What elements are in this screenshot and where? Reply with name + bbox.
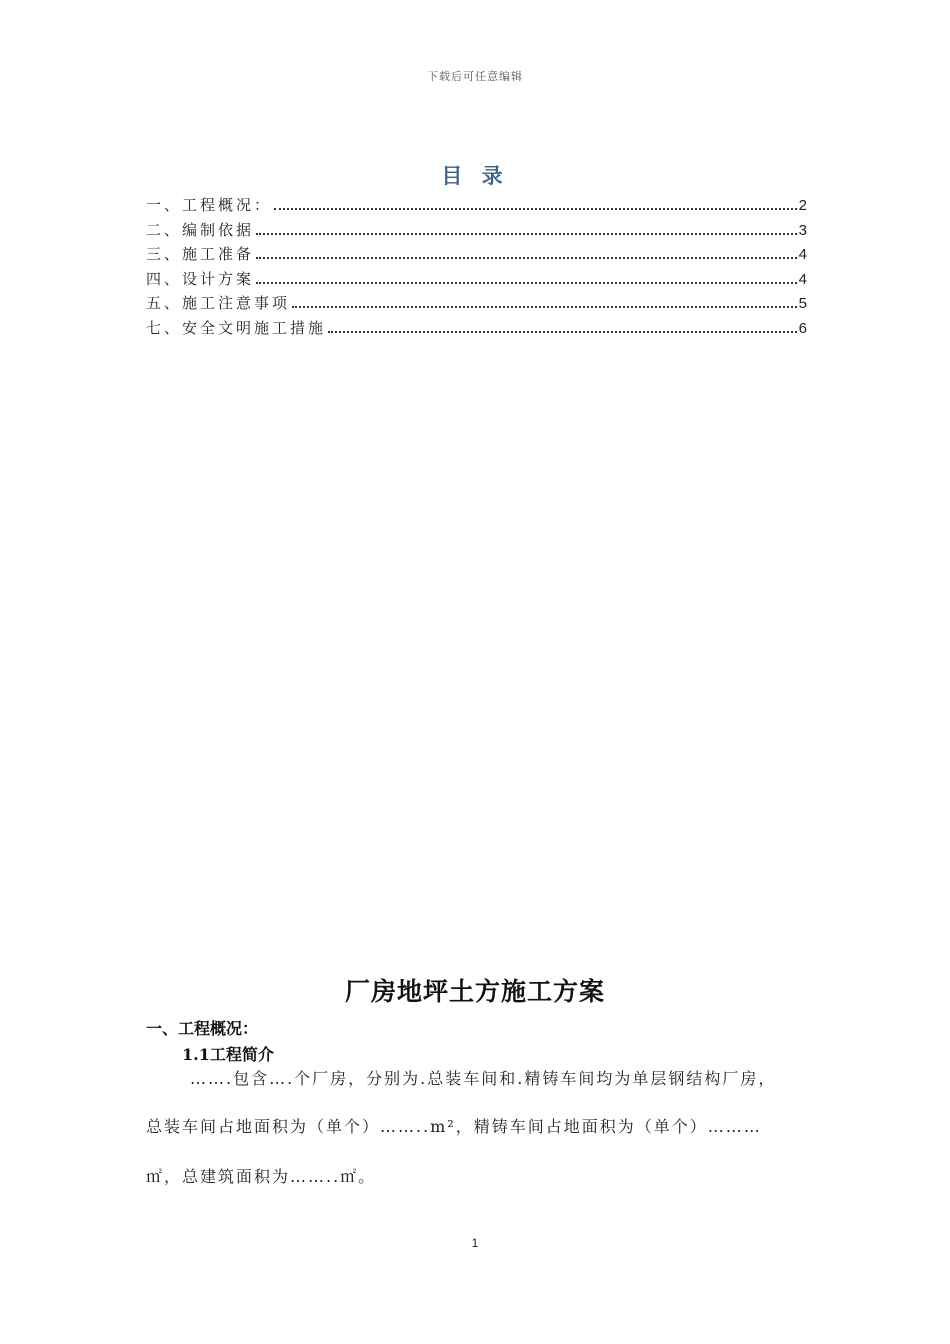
toc-entry-label: 三、施工准备 (146, 245, 255, 264)
toc-entry-label: 五、施工注意事项 (146, 294, 291, 313)
toc-entry[interactable] (146, 219, 807, 244)
page-number: 1 (471, 1236, 479, 1250)
toc-leader-dots (256, 256, 797, 259)
toc-entry-page: 3 (798, 221, 807, 239)
paragraph-line: ㎡，总建筑面积为……..㎡。 (146, 1167, 377, 1186)
toc-entry[interactable] (146, 243, 807, 268)
toc-entry[interactable] (146, 194, 807, 219)
toc-entry-page: 4 (798, 270, 807, 288)
paragraph-line: 总装车间占地面积为（单个）……..m²，精铸车间占地面积为（单个）……… (146, 1117, 762, 1136)
toc-entry-label: 四、设计方案 (146, 269, 255, 288)
toc-entry-label: 一、工程概况： (146, 196, 273, 214)
toc-leader-dots (256, 232, 797, 235)
toc-leader-dots (256, 281, 797, 284)
toc-leader-dots (274, 207, 797, 210)
toc-entry-page: 2 (798, 197, 807, 214)
document-title: 厂房地坪土方施工方案 (344, 977, 605, 1006)
toc-entry-label: 七、安全文明施工措施 (146, 318, 327, 337)
toc-entry-label: 二、编制依据 (146, 220, 255, 239)
toc-entry[interactable] (146, 268, 807, 293)
paragraph-line: …….包含….个厂房，分别为.总装车间和.精铸车间均为单层钢结构厂房， (190, 1069, 777, 1088)
toc-entry[interactable] (146, 317, 807, 342)
toc-entry[interactable] (146, 292, 807, 317)
toc-entry-page: 4 (798, 246, 807, 264)
toc-leader-dots (328, 330, 797, 333)
subsection-heading: 1.1工程简介 (182, 1045, 274, 1064)
table-of-contents (146, 194, 807, 342)
toc-title: 目 录 (441, 164, 509, 188)
toc-entry-page: 5 (798, 295, 807, 313)
section-heading: 一、工程概况： (146, 1019, 259, 1038)
header-note: 下载后可任意编辑 (427, 70, 523, 83)
toc-entry-page: 6 (798, 319, 807, 337)
toc-leader-dots (292, 305, 797, 308)
